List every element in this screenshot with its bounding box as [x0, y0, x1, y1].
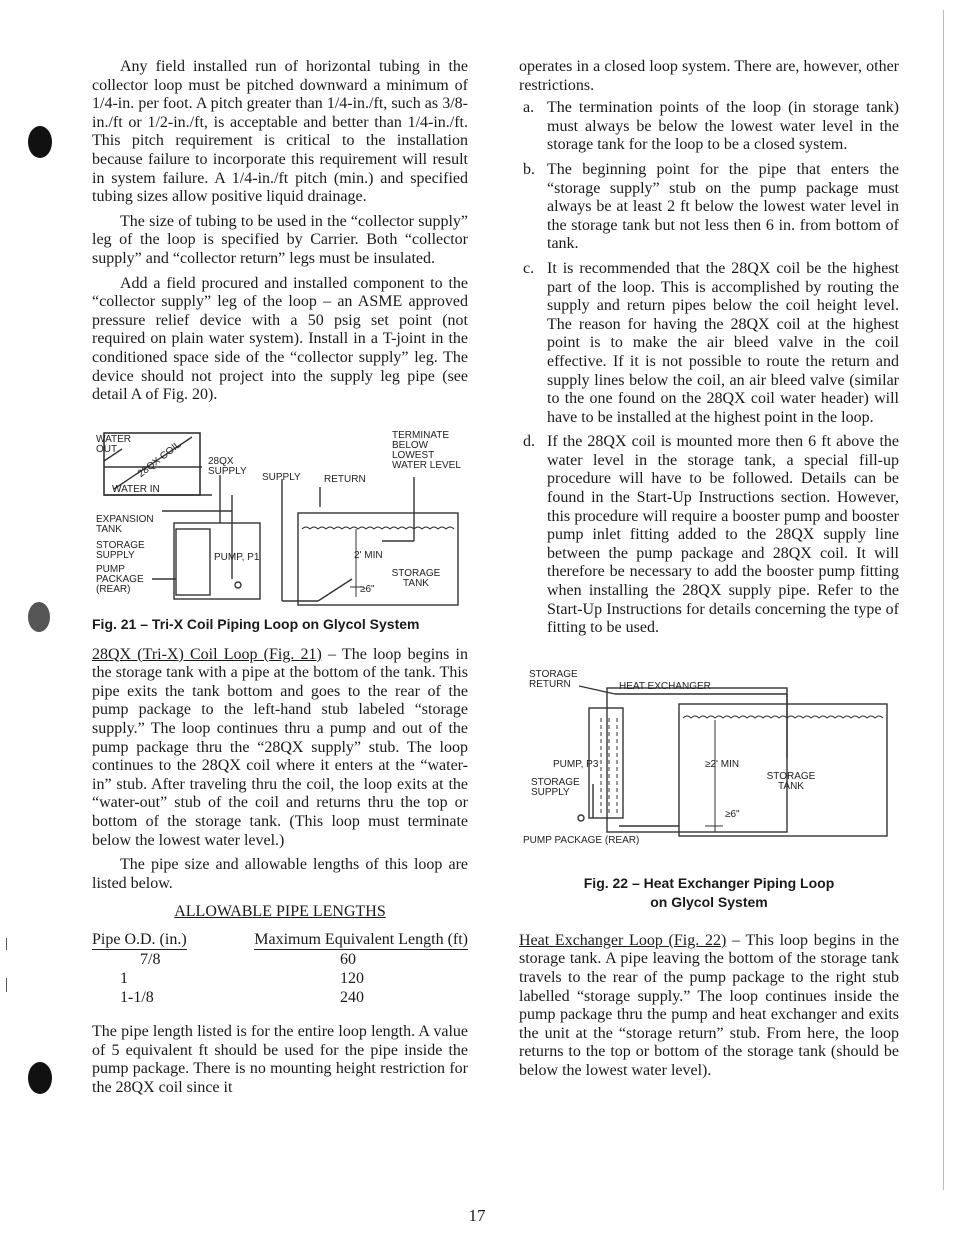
label-return: RETURN [324, 473, 366, 485]
edge-line [943, 10, 944, 1190]
page-number: 17 [468, 1206, 486, 1225]
caption-line: on Glycol System [650, 893, 768, 910]
label-expansion-tank: EXPANSION TANK [96, 513, 154, 535]
table-header: Pipe O.D. (in.) [92, 931, 187, 949]
label-storage-tank: STORAGE TANK [391, 567, 441, 589]
margin-mark [6, 978, 7, 992]
table-row: 1-1/8 240 [120, 988, 364, 1006]
caption-line: Fig. 22 – Heat Exchanger Piping Loop [583, 874, 835, 891]
label-28qx-supply: 28QX SUPPLY [208, 455, 247, 477]
paragraph: The pipe size and allowable lengths of this loop are listed below. [92, 856, 468, 892]
label-2ft-min: ≥2' MIN [705, 758, 740, 770]
list-item: d. If the 28QX coil is mounted more then 6 ft above the water level in the storage tank, a special fill-up procedure will have to be followed. Details can be found in the Start-Up Instructions section. However, this procedure will require a booster pump and booster pump inlet fitting added to the 28QX supply line between the pump package and 28QX coil. It will therefore be necessary to add the booster pump fitting when installing the 28QX supply pipe. Refer to the Start-Up Instructions for details concerning the type of fitting to be used. [523, 433, 899, 637]
label-storage-tank: STORAGE TANK [766, 770, 816, 792]
table-row: 7/8 60 [140, 951, 356, 969]
paragraph-body: – The loop begins in the storage tank with a pipe at the bottom of the tank. This pipe exits the tank bottom and goes to the rear of the pump package to the left-hand stub labeled “storage supply.” The loop continues thru a pump and out of the pump package thru the “28QX supply” stub. The loop continues to the 28QX coil where it enters at the “water-in” stub. After traveling thru the coil, the loop exits at the “water-out” stub of the coil and returns thru the top or bottom of the storage tank. (This loop must terminate below the lowest water level.) [92, 645, 469, 849]
table-row: 1 120 [120, 970, 364, 987]
label-pump: PUMP, P3 [553, 758, 599, 770]
label-coil: 28QX COIL [135, 439, 184, 480]
list-item: a. The termination points of the loop (in storage tank) must always be below the lowest water level in the storage tank for the loop to be a closed system. [523, 99, 899, 154]
label-water-out: WATER OUT [96, 433, 131, 455]
label-6in-min: ≥6" [725, 808, 740, 820]
paragraph: operates in a closed loop system. There are, however, other restrictions. [519, 58, 899, 94]
restrictions-list [519, 99, 899, 638]
label-pump: PUMP, P1 [214, 551, 260, 563]
margin-mark [6, 938, 7, 950]
label-heat-exchanger: HEAT EXCHANGER [619, 680, 711, 692]
binder-hole [28, 1062, 52, 1094]
paragraph [519, 932, 899, 1081]
figure-22-caption [519, 874, 899, 912]
paragraph: Any field installed run of horizontal tubing in the collector loop must be pitched downward a minimum of 1/4-in. per foot. A pitch greater than 1/4-in./ft, such as 3/8-in./ft or 1/2-in./ft, is acceptable and better than 1/4-in./ft. This pitch requirement is critical to the installation because failure to incorporate this requirement will result in system failure. A 1/4-in./ft pitch (min.) and specified tubing sizes allow positive liquid drainage. [92, 58, 468, 206]
label-pump-package: PUMP PACKAGE (REAR) [96, 563, 144, 595]
figure-21 [92, 429, 468, 609]
figure-22 [519, 668, 895, 852]
section-heading: 28QX (Tri-X) Coil Loop (Fig. 21) [92, 645, 322, 663]
label-supply: SUPPLY [262, 471, 301, 483]
label-terminate: TERMINATE BELOW LOWEST WATER LEVEL [392, 429, 461, 471]
paragraph [92, 646, 468, 851]
list-item: c. It is recommended that the 28QX coil be the highest part of the loop. This is accomplished by routing the supply and return pipes below the coil height level. The reason for having the 28QX coil at the highest point is to make the air bleed valve in the coil effective. If it is not possible to route the return and supply lines below the coil, an air bleed valve (similar to the one found on the 28QX coil water header) will have to be installed at the highest point in the loop. [523, 259, 899, 426]
paragraph: The pipe length listed is for the entire loop length. A value of 5 equivalent ft should be used for the pipe inside the pump package. There is no mounting height restriction for the 28QX coil since it [92, 1023, 468, 1096]
label-pump-package: PUMP PACKAGE (REAR) [523, 834, 640, 846]
paragraph: Add a field procured and installed component to the “collector supply” leg of the loop – an ASME approved pressure relief device with a 50 psig set point (not required on plain water system). Install in a T-joint in the conditioned space side of the “collector supply” leg. The device should not project into the supply leg pipe (see detail A of Fig. 20). [92, 274, 468, 404]
label-storage-supply: STORAGE SUPPLY [96, 539, 145, 561]
binder-hole [28, 602, 50, 632]
right-column [519, 58, 899, 1081]
figure-21-caption: Fig. 21 – Tri-X Coil Piping Loop on Glycol System [92, 615, 420, 632]
label-water-in: WATER IN [112, 483, 160, 495]
label-6in-min: ≥6" [360, 583, 375, 595]
pipe-lengths-table [92, 931, 468, 1007]
section-heading: Heat Exchanger Loop (Fig. 22) [519, 931, 727, 949]
table-title: ALLOWABLE PIPE LENGTHS [174, 903, 386, 921]
paragraph: The size of tubing to be used in the “collector supply” leg of the loop is specified by Carrier. Both “collector supply” and “collector return” legs must be insulated. [92, 212, 468, 267]
paragraph-body: – This loop begins in the storage tank. A pipe leaving the bottom of the storage tank travels to the rear of the pump package to the right stub labelled “storage supply.” The loop continues inside the pump package thru the pump and heat exchanger and exits the unit at the “storage return” stub. From here, the loop returns to the top or bottom of the storage tank (should be below the lowest water level). [519, 931, 899, 1079]
left-column [92, 58, 468, 1098]
binder-hole [28, 126, 52, 158]
label-storage-supply: STORAGE SUPPLY [531, 776, 580, 798]
list-item: b. The beginning point for the pipe that enters the “storage supply” stub on the pump package must always be at least 2 ft below the lowest water level in the storage tank but not less then 6 in. from bottom of tank. [523, 160, 899, 253]
label-storage-return: STORAGE RETURN [529, 668, 578, 690]
label-2ft-min: 2' MIN [354, 549, 383, 561]
table-header: Maximum Equivalent Length (ft) [254, 931, 468, 949]
